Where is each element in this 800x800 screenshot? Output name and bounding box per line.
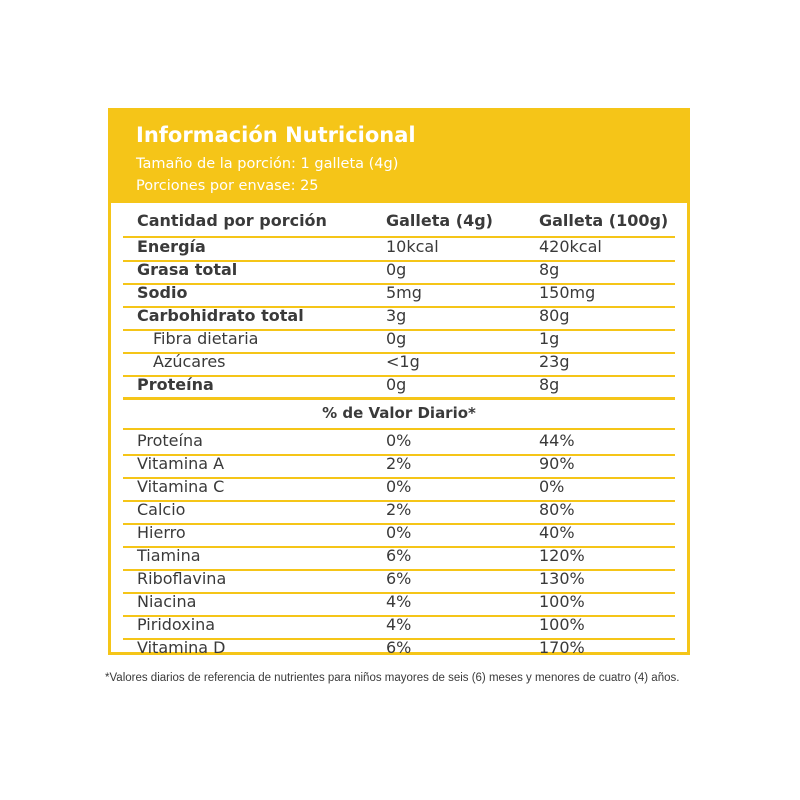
nutrition-facts-label	[108, 108, 690, 655]
nutrient-name: Grasa total	[137, 260, 238, 279]
label-header	[111, 111, 687, 203]
nutrient-value-cookie: 10kcal	[386, 237, 439, 256]
daily-value-value-cookie: 2%	[386, 454, 412, 473]
footnote: *Valores diarios de referencia de nutrientes para niños mayores de seis (6) meses y menores de cuatro (4) años.	[105, 672, 680, 684]
daily-value-value-cookie: 4%	[386, 615, 412, 634]
daily-value-value-100g: 170%	[539, 638, 585, 657]
nutrient-name: Sodio	[137, 283, 188, 302]
daily-value-name: Calcio	[137, 500, 186, 519]
nutrient-name: Energía	[137, 237, 206, 256]
daily-value-value-100g: 80%	[539, 500, 575, 519]
daily-value-name: Vitamina C	[137, 477, 225, 496]
nutrient-row	[123, 306, 675, 329]
nutrient-value-100g: 150mg	[539, 283, 596, 302]
daily-value-value-100g: 130%	[539, 569, 585, 588]
nutrient-value-cookie: 0g	[386, 260, 407, 279]
nutrient-value-cookie: 3g	[386, 306, 407, 325]
nutrient-value-cookie: <1g	[386, 352, 420, 371]
daily-value-name: Vitamina D	[137, 638, 226, 657]
daily-value-name: Piridoxina	[137, 615, 216, 634]
nutrient-value-100g: 23g	[539, 352, 570, 371]
nutrient-name: Azúcares	[153, 352, 226, 371]
daily-value-value-100g: 100%	[539, 592, 585, 611]
daily-value-name: Tiamina	[137, 546, 201, 565]
divider	[123, 428, 675, 430]
column-header-cookie: Galleta (4g)	[386, 211, 493, 230]
section-divider	[123, 397, 675, 400]
daily-value-value-cookie: 0%	[386, 431, 412, 450]
daily-value-value-cookie: 6%	[386, 638, 412, 657]
daily-value-value-100g: 44%	[539, 431, 575, 450]
daily-value-name: Riboflavina	[137, 569, 227, 588]
daily-value-value-100g: 90%	[539, 454, 575, 473]
daily-value-value-cookie: 0%	[386, 523, 412, 542]
nutrient-row	[123, 375, 675, 398]
nutrient-value-cookie: 0g	[386, 375, 407, 394]
daily-value-name: Vitamina A	[137, 454, 225, 473]
nutrient-name: Fibra dietaria	[153, 329, 259, 348]
nutrient-name: Carbohidrato total	[137, 306, 304, 325]
daily-value-value-cookie: 2%	[386, 500, 412, 519]
nutrient-row	[123, 237, 675, 260]
daily-value-value-100g: 0%	[539, 477, 565, 496]
daily-value-value-cookie: 0%	[386, 477, 412, 496]
daily-value-value-cookie: 6%	[386, 569, 412, 588]
daily-value-value-cookie: 4%	[386, 592, 412, 611]
daily-value-name: Proteína	[137, 431, 203, 450]
serving-size: Tamaño de la porción: 1 galleta (4g)	[136, 156, 399, 172]
nutrient-value-100g: 80g	[539, 306, 570, 325]
nutrient-value-cookie: 5mg	[386, 283, 422, 302]
nutrient-row	[123, 260, 675, 283]
daily-value-header: % de Valor Diario*	[322, 404, 476, 422]
nutrient-value-100g: 420kcal	[539, 237, 602, 256]
daily-value-value-100g: 100%	[539, 615, 585, 634]
daily-value-name: Niacina	[137, 592, 197, 611]
column-header-100g: Galleta (100g)	[539, 211, 669, 230]
nutrient-value-100g: 8g	[539, 260, 560, 279]
daily-value-row	[123, 546, 675, 569]
nutrient-value-cookie: 0g	[386, 329, 407, 348]
daily-value-row	[123, 592, 675, 615]
daily-value-value-100g: 120%	[539, 546, 585, 565]
daily-value-value-cookie: 6%	[386, 546, 412, 565]
daily-value-row	[123, 523, 675, 546]
daily-value-row	[123, 615, 675, 638]
daily-value-row	[123, 454, 675, 477]
nutrient-value-100g: 8g	[539, 375, 560, 394]
nutrient-row	[123, 329, 675, 352]
nutrient-value-100g: 1g	[539, 329, 560, 348]
daily-value-row	[123, 569, 675, 592]
daily-value-row	[123, 500, 675, 523]
daily-value-name: Hierro	[137, 523, 186, 542]
daily-value-row	[123, 638, 675, 661]
nutrient-name: Proteína	[137, 375, 214, 394]
column-header-amount: Cantidad por porción	[137, 211, 327, 230]
nutrient-row	[123, 352, 675, 375]
daily-value-value-100g: 40%	[539, 523, 575, 542]
daily-value-row	[123, 431, 675, 454]
daily-value-row	[123, 477, 675, 500]
nutrient-row	[123, 283, 675, 306]
servings-per-container: Porciones por envase: 25	[136, 178, 319, 194]
column-header-row	[123, 211, 675, 234]
label-title: Información Nutricional	[136, 123, 416, 147]
